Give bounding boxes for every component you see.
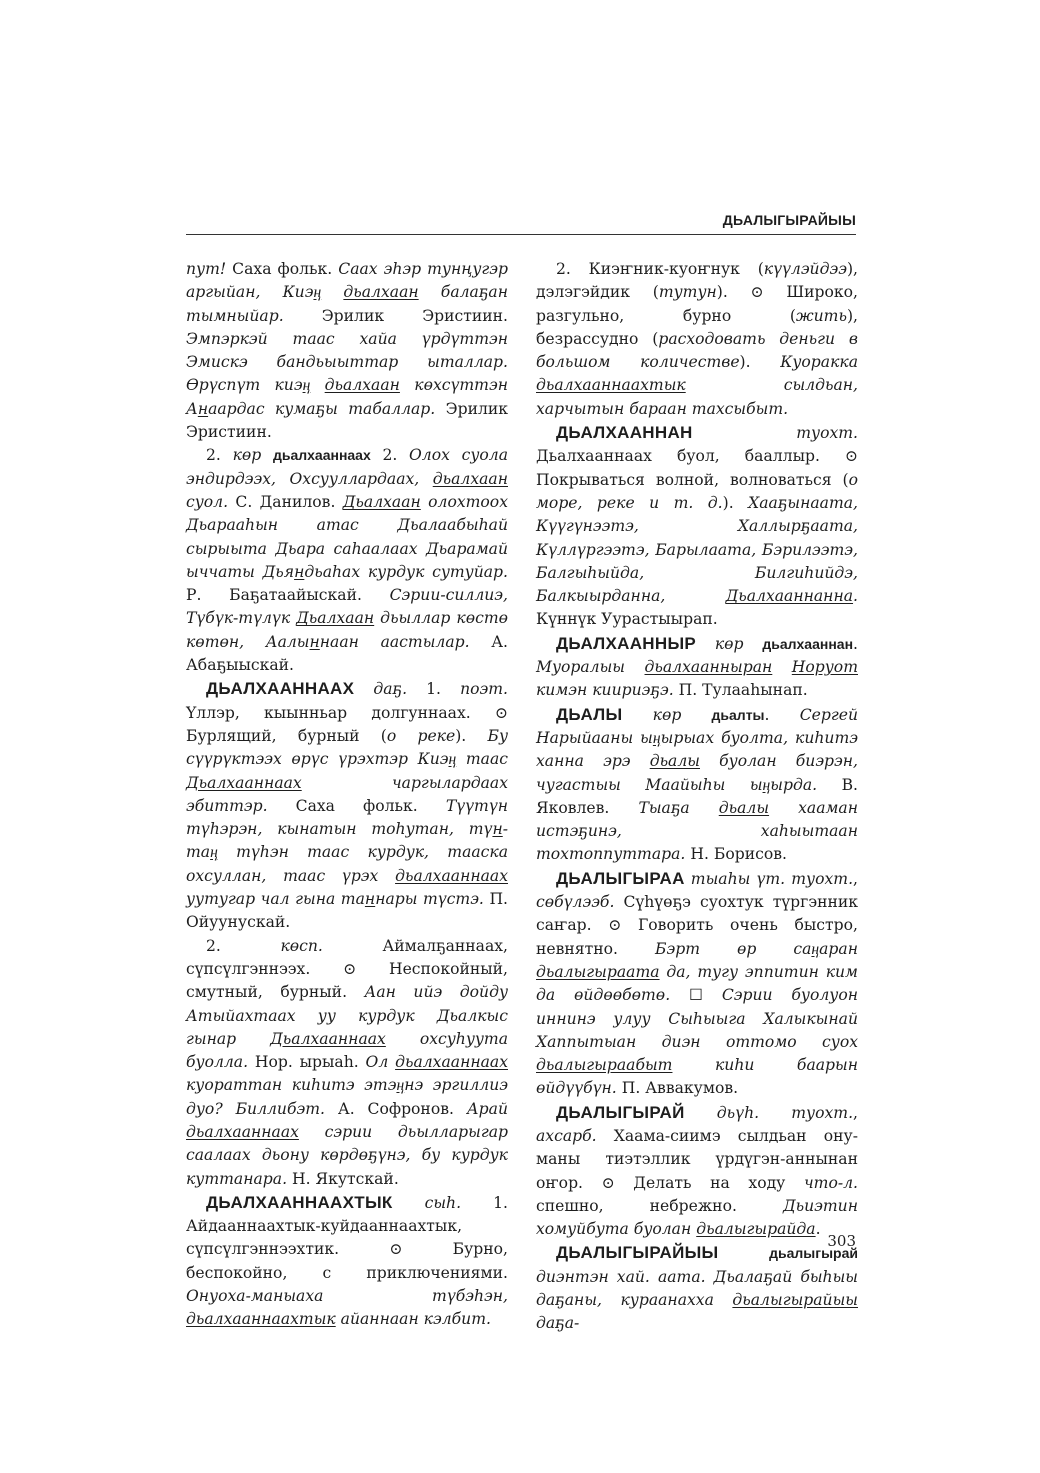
entry-paragraph: ДЬАЛХААННААХ даҕ. 1. поэт. Үллэр, кыынньар долгуннаах. ⊙ Бурлящий, бурный (о реке). Бу сүүрүктээх өрүс үрэхтэр Киэӊ таас Дьалхааннаах чаргылардаах эбиттэр. Саха фольк. Түүтүн түһэрэн, кынатын тоһутан, түн-таӊ түһэн таас курдук, тааска охсуллан, таас үрэх дьалхааннаах уутугар чал гына таннары түстэ. П. Ойуунускай. xyxy=(186,679,508,932)
entry-paragraph: ДЬАЛХААННАН туохт. Дьалхааннаах буол, бааллыр. ⊙ Покрываться волной, волноваться (о море, реке и т. д.). Хааҕынаата, Күүгүнээтэ, Халлырҕаата, Күллүргээтэ, Барылаата, Бэрилээтэ, Балгыһыйда, Билгиһийдэ, Балкыырданна, Дьалхааннанна. Күннүк Уурастыырап. xyxy=(536,423,858,629)
header-rule xyxy=(186,234,856,235)
entry-paragraph: 2. Киэҥник-куоҥнук (күүлэйдээ), дэлэгэйдик (тутун). ⊙ Широко, разгульно, бурно (жить), безрассудно (расходовать деньги в большом количестве). Куоракка дьалхааннаахтык сылдьан, харчытын бараан тахсыбыт. xyxy=(536,260,859,418)
headword: ДЬАЛЫГЫРАА xyxy=(556,868,685,888)
right-column xyxy=(536,258,858,1336)
headword: ДЬАЛЫГЫРАЙ xyxy=(556,1102,685,1122)
entry-paragraph: 2. көсп. Аймалҕаннаах, сүпсүлгэннээх. ⊙ Неспокойный, смутный, бурный. Аан ийэ дойду Атыйахтаах уу курдук Дьалкыс гынар Дьалхааннаах охсуһуута буолла. Нор. ырыаһ. Ол дьалхааннаах куораттан киһитэ этэӊнэ эргиллиэ дуо? Биллибэт. А. Софронов. Арай дьалхааннаах сэрии дьылларыгар саалаах дьону көрдөҕүнэ, бу курдук куттанара. Н. Якутскай. xyxy=(186,936,509,1188)
entry-paragraph: пут! Саха фольк. Саах эһэр тунңугэр аргыйан, Киэӊ дьалхаан балаҕан тымныйар. Эрилик Эристиин. Эмпэркэй таас хайа үрдүттэн Эмискэ бандьыыттар ыталлар. Өрүспүт киэӊ дьалхаан көхсүттэн Анаардас кумаҕы табаллар. Эрилик Эристиин. xyxy=(186,260,509,442)
entry-paragraph: ДЬАЛЫГЫРАА тыаһы үт. туохт., сөбүлээб. Сүһүөҕэ суохтук түргэнник саҥар. ⊙ Говорить очень быстро, невнятно. Бэрт өр саӊаран дьалыгыраата да, тугу эппитин ким да өйдөөбөтө. ☐ Сэрии буолуон иннинэ улуу Сыһыыга Халыкынай Хаппытыан диэн оттомо суох дьалыгыраабыт киһи баарын өйдүүбүн. П. Аввакумов. xyxy=(536,868,858,1098)
entry-paragraph: ДЬАЛХААННЫР көр дьалхааннан. Муоралыы дьалхаанныран Норуот кимэн киириэҕэ. П. Тулааһынап. xyxy=(536,633,858,700)
headword: ДЬАЛХААННААХ xyxy=(206,679,355,699)
headword: ДЬАЛЫГЫРАЙЫЫ xyxy=(556,1243,719,1263)
entry-paragraph: ДЬАЛЫГЫРАЙ дьүһ. туохт., ахсарб. Хаама-сиимэ сылдьан ону-маны тиэтэллик үрдүгэн-аннынан оҥор. ⊙ Делать на ходу что-л. спешно, небрежно. Дьиэтин хомуйбута буолан дьалыгырайда. xyxy=(536,1102,858,1239)
headword: ДЬАЛХААННЫР xyxy=(556,633,697,653)
entry-paragraph: ДЬАЛХААННААХТЫК сыһ. 1. Айдааннаахтык-куйдааннаахтык, сүпсүлгэннээхтик. ⊙ Бурно, беспокойно, с приключениями. Онуоха-маныаха түбэһэн, дьалхааннаахтык айаннаан кэлбит. xyxy=(186,1192,508,1329)
entry-paragraph: ДЬАЛЫ көр дьалты. Сергей Нарыйааны ыӊырыах буолта, киһитэ ханна эрэ дьалы буолан биэрэн, чугастыы Маайыһы ыӊырда. В. Яковлев. Тыаҕа дьалы хааман истэҕинэ, хаһыытаан тохтоппуттара. Н. Борисов. xyxy=(536,704,858,864)
page-number: 303 xyxy=(827,1232,856,1250)
entry-paragraph: 2. көр дьалхааннаах 2. Олох суола эндирдээх, Охсууллардаах, дьалхаан суол. С. Данилов. Дьалхаан олохтоох Дьарааһын атас Дьалаабыһай сырыыта Дьара саһаалаах Дьарамай ыччаты Дьяндьаһах курдук сутуйар. Р. Баҕатаайыскай. Сэрии-силлиэ, Түбүк-түлүк Дьалхаан дьыллар көстө көтөн, Аалыннаан аастылар. А. Абаҕыыскай. xyxy=(186,446,508,675)
headword: ДЬАЛХААННАН xyxy=(556,423,693,443)
headword: ДЬАЛЫ xyxy=(556,704,623,724)
entry-paragraph: ДЬАЛЫГЫРАЙЫЫ дьалыгырай диэнтэн хай. аата. Дьалаҕай быһыы даҕаны, кураанахха дьалыгырайыы даҕа- xyxy=(536,1243,858,1333)
left-column xyxy=(186,258,508,1332)
running-head: ДЬАЛЫГЫРАЙЫЫ xyxy=(722,212,856,228)
headword: ДЬАЛХААННААХТЫК xyxy=(206,1192,393,1212)
